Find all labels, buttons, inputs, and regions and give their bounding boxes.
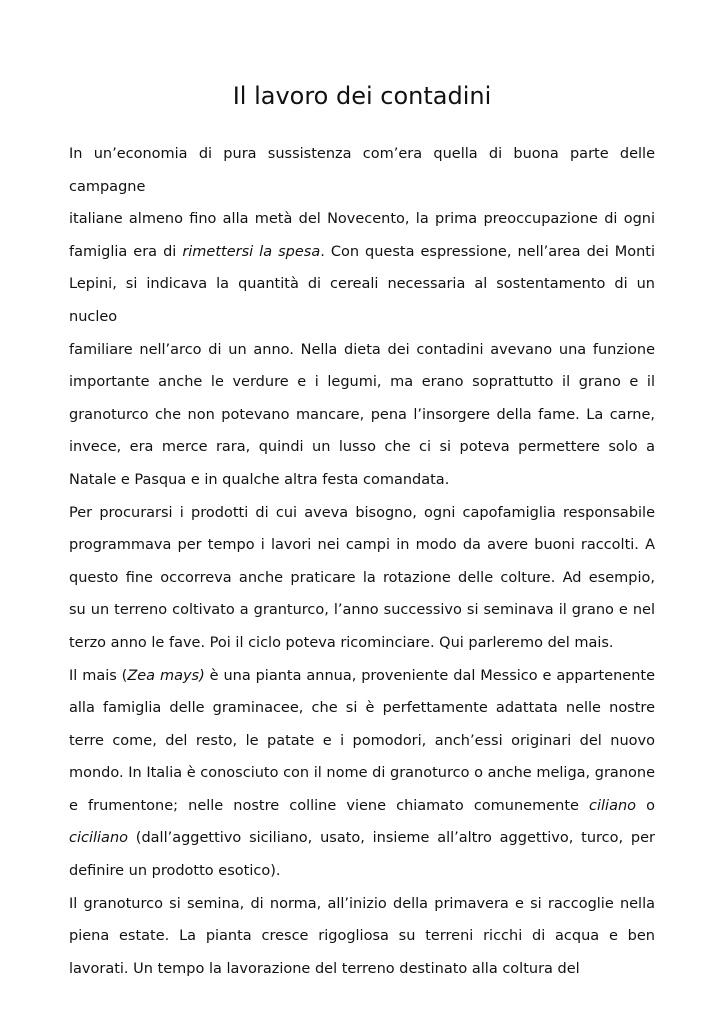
paragraph (69, 497, 655, 660)
text-line (69, 529, 655, 562)
text-line (69, 627, 655, 660)
text-line (69, 138, 655, 203)
text-run: questo fine occorreva anche praticare la rotazione delle colture. Ad esempio, (69, 569, 655, 586)
text-line (69, 725, 655, 758)
text-line (69, 431, 655, 464)
text-line (69, 855, 655, 888)
text-run: granoturco che non potevano mancare, pena l’insorgere della fame. La carne, (69, 406, 655, 423)
text-run: e frumentone; nelle nostre colline viene chiamato comunemente (69, 797, 590, 814)
italic-term: ciliano (589, 797, 637, 814)
text-line (69, 790, 655, 823)
text-run: familiare nell’arco di un anno. Nella dieta dei contadini avevano una funzione (69, 341, 655, 358)
text-run: Per procurarsi i prodotti di cui aveva bisogno, ogni capofamiglia responsabile (69, 504, 655, 521)
text-line (69, 822, 655, 855)
page-title: Il lavoro dei contadini (232, 82, 492, 110)
text-line (69, 399, 655, 432)
italic-term: rimettersi la spesa (182, 243, 321, 260)
text-run: piena estate. La pianta cresce rigogliosa su terreni ricchi di acqua e ben (69, 928, 655, 945)
text-line (69, 757, 655, 790)
italic-term: ciciliano (69, 830, 129, 847)
text-line (69, 888, 655, 921)
text-run: terzo anno le fave. Poi il ciclo poteva ricominciare. Qui parleremo del mais. (69, 634, 614, 651)
text-line (69, 497, 655, 530)
text-run: . Con questa espressione, nell’area dei Monti (320, 243, 656, 260)
text-line (69, 660, 655, 693)
text-line (69, 692, 655, 725)
text-run: italiane almeno fino alla metà del Novecento, la prima preoccupazione di ogni (69, 211, 655, 228)
text-line (69, 953, 655, 986)
text-run: Lepini, si indicava la quantità di cereali necessaria al sostentamento di un nucleo (69, 276, 655, 325)
text-run: Il mais ( (69, 667, 128, 684)
text-run: su un terreno coltivato a granturco, l’anno successivo si seminava il grano e nel (69, 602, 655, 619)
text-run: In un’economia di pura sussistenza com’era quella di buona parte delle campagne (69, 146, 655, 195)
text-line (69, 236, 655, 269)
text-run: definire un prodotto esotico). (69, 863, 281, 880)
paragraph (69, 138, 655, 497)
text-line (69, 562, 655, 595)
text-run: importante anche le verdure e i legumi, ma erano soprattutto il grano e il (69, 374, 655, 391)
text-run: famiglia era di (69, 243, 183, 260)
text-run: è una pianta annua, proveniente dal Messico e appartenente (204, 667, 655, 684)
text-line (69, 920, 655, 953)
text-line (69, 268, 655, 333)
body-text (69, 138, 655, 985)
text-run: invece, era merce rara, quindi un lusso che ci si poteva permettere solo a (69, 439, 655, 456)
italic-term: Zea mays) (127, 667, 205, 684)
text-run: Natale e Pasqua e in qualche altra festa comandata. (69, 471, 450, 488)
text-run: programmava per tempo i lavori nei campi in modo da avere buoni raccolti. A (69, 537, 655, 554)
text-run: Il granoturco si semina, di norma, all’inizio della primavera e si raccoglie nella (69, 895, 655, 912)
text-run: (dall’aggettivo siciliano, usato, insieme all’altro aggettivo, turco, per (128, 830, 655, 847)
text-line (69, 464, 655, 497)
text-line (69, 366, 655, 399)
paragraph (69, 660, 655, 888)
text-run: mondo. In Italia è conosciuto con il nome di granoturco o anche meliga, granone (69, 765, 655, 782)
text-line (69, 203, 655, 236)
text-run: o (636, 797, 656, 814)
text-run: lavorati. Un tempo la lavorazione del terreno destinato alla coltura del (69, 960, 580, 977)
text-line (69, 594, 655, 627)
text-run: alla famiglia delle graminacee, che si è perfettamente adattata nelle nostre (69, 700, 655, 717)
text-run: terre come, del resto, le patate e i pomodori, anch’essi originari del nuovo (69, 732, 655, 749)
paragraph (69, 888, 655, 986)
text-line (69, 334, 655, 367)
